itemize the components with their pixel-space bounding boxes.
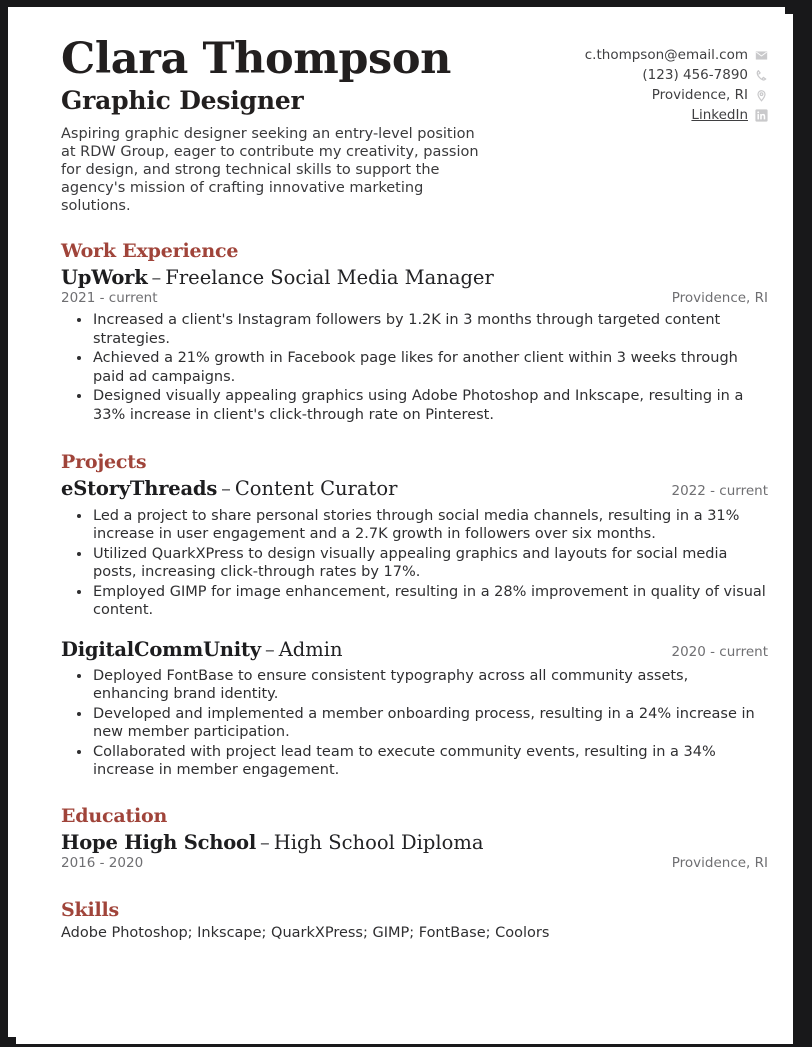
- entry-location: Providence, RI: [671, 855, 768, 872]
- bullet-item: Led a project to share personal stories through social media channels, resulting in a 31% increase in user engagement and a 2.7K growth in followers over six months.: [61, 507, 768, 544]
- entry-job-title: Admin: [278, 637, 343, 661]
- contact-location-row: [468, 86, 768, 105]
- skills-list: Adobe Photoshop; Inkscape; QuarkXPress; GIMP; FontBase; Coolors: [61, 925, 550, 942]
- entry-header: [61, 637, 768, 663]
- entry-header: [61, 265, 768, 291]
- entry-title-line: [61, 265, 494, 291]
- section-education: [61, 806, 768, 872]
- entry-title-line: [61, 637, 343, 663]
- bullet-item: Collaborated with project lead team to execute community events, resulting in a 34% increase in member engagement.: [61, 743, 768, 780]
- entry-organization: DigitalCommUnity: [61, 637, 261, 661]
- location-pin-icon: [755, 89, 768, 102]
- contact-linkedin-row[interactable]: [468, 106, 768, 125]
- entry-header: [61, 830, 768, 856]
- bullet-item: Deployed FontBase to ensure consistent typography across all community assets, enhancing brand identity.: [61, 667, 768, 704]
- entry-separator: –: [264, 637, 275, 661]
- resume-page: [16, 14, 793, 1044]
- candidate-name: Clara Thompson: [61, 34, 451, 84]
- project-entry-estorythreads: [61, 476, 768, 619]
- candidate-role: Graphic Designer: [61, 86, 304, 115]
- section-skills: [61, 900, 768, 943]
- section-title-education: Education: [61, 804, 168, 827]
- entry-bullet-list: [61, 507, 768, 620]
- project-entry-digitalcommunity: [61, 637, 768, 780]
- entry-separator: –: [260, 830, 270, 854]
- section-title-work: Work Experience: [61, 240, 239, 263]
- contact-block: [468, 46, 768, 126]
- entry-separator: –: [151, 266, 162, 290]
- contact-phone-text: (123) 456-7890: [642, 67, 748, 83]
- entry-dates: 2022 - current: [671, 483, 768, 500]
- entry-header: [61, 476, 768, 502]
- contact-phone-row[interactable]: [468, 66, 768, 85]
- entry-organization: Hope High School: [61, 830, 257, 854]
- entry-job-title: Freelance Social Media Manager: [165, 266, 494, 290]
- entry-degree: High School Diploma: [273, 830, 484, 854]
- entry-separator: –: [221, 477, 231, 501]
- section-title-projects: Projects: [61, 451, 147, 474]
- entry-dates: 2016 - 2020: [61, 855, 144, 872]
- bullet-item: Achieved a 21% growth in Facebook page likes for another client within 3 weeks through paid ad campaigns.: [61, 349, 768, 386]
- contact-email-row[interactable]: [468, 46, 768, 65]
- contact-location-text: Providence, RI: [651, 87, 748, 103]
- section-projects: [61, 452, 768, 780]
- bullet-item: Utilized QuarkXPress to design visually appealing graphics and layouts for social media posts, increasing click-through rates by 17%.: [61, 545, 768, 582]
- bullet-item: Developed and implemented a member onboarding process, resulting in a 24% increase in new member participation.: [61, 705, 768, 742]
- bullet-item: Employed GIMP for image enhancement, resulting in a 28% improvement in quality of visual content.: [61, 583, 768, 620]
- envelope-icon: [755, 49, 768, 62]
- linkedin-icon: [755, 109, 768, 122]
- contact-linkedin-link[interactable]: LinkedIn: [691, 107, 748, 123]
- entry-meta-row: [61, 290, 768, 307]
- bullet-item: Increased a client's Instagram followers by 1.2K in 3 months through targeted content strategies.: [61, 311, 768, 348]
- entry-bullet-list: [61, 667, 768, 780]
- phone-icon: [755, 69, 768, 82]
- section-title-skills: Skills: [61, 899, 120, 922]
- entry-bullet-list: [61, 311, 768, 424]
- entry-location: Providence, RI: [671, 290, 768, 307]
- entry-title-line: [61, 476, 397, 502]
- summary-paragraph: Aspiring graphic designer seeking an entry-level position at RDW Group, eager to contribute my creativity, passion for design, and strong technical skills to support the agency's mission of crafting innovative marketing solutions.: [61, 126, 479, 215]
- entry-dates: 2021 - current: [61, 290, 158, 307]
- education-entry-hope-high-school: [61, 830, 768, 872]
- resume-header: [61, 14, 768, 215]
- bullet-item: Designed visually appealing graphics using Adobe Photoshop and Inkscape, resulting in a 33% increase in client's click-through rate on Pinterest.: [61, 387, 768, 424]
- section-work-experience: [61, 241, 768, 424]
- work-entry-upwork: [61, 265, 768, 424]
- contact-email-text: c.thompson@email.com: [584, 47, 748, 63]
- entry-job-title: Content Curator: [234, 477, 398, 501]
- entry-title-line: [61, 830, 483, 856]
- entry-organization: UpWork: [61, 266, 148, 290]
- entry-dates: 2020 - current: [671, 643, 768, 660]
- entry-meta-row: [61, 855, 768, 872]
- entry-organization: eStoryThreads: [61, 477, 218, 501]
